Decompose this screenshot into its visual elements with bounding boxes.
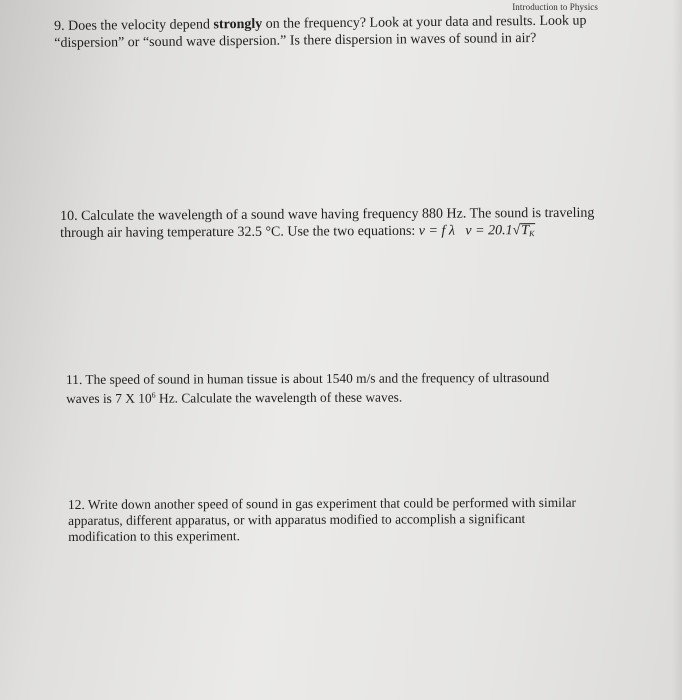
question-9-emphasis: strongly [213, 16, 263, 33]
square-root [513, 222, 536, 241]
question-10-text-a: Calculate the wavelength of a sound wave having frequency 880 Hz. The sound is traveling [81, 205, 595, 224]
question-10-line-1 [60, 205, 620, 225]
question-11 [66, 370, 606, 407]
question-10 [60, 205, 620, 244]
question-11-text-c: Hz. Calculate the wavelength of these waves. [155, 389, 403, 406]
equation-speed [465, 223, 535, 238]
question-9-line-2: “dispersion” or “sound wave dispersion.” Is there dispersion in waves of sound in air? [54, 30, 537, 51]
question-11-number: 11. [66, 371, 83, 387]
question-12-text-a: Write down another speed of sound in gas experiment that could be performed with similar [87, 494, 577, 512]
sqrt-icon: √ [512, 223, 521, 239]
question-9-text-a: Does the velocity depend [68, 17, 214, 34]
equation-speed-lhs: v = 20.1 [465, 223, 513, 239]
question-12 [68, 495, 608, 545]
page-edge-shadow [672, 0, 682, 700]
radicand-subscript: K [529, 229, 535, 239]
question-10-number: 10. [60, 208, 78, 224]
sqrt-radicand [520, 223, 535, 241]
course-header: Introduction to Physics [512, 2, 598, 12]
question-12-line-1 [68, 495, 608, 513]
question-12-line-2: apparatus, different apparatus, or with apparatus modified to accomplish a significant [68, 511, 526, 528]
question-10-text-b: through air having temperature 32.5 °C. Use the two equations: [60, 223, 419, 241]
question-9 [54, 12, 614, 52]
question-11-line-2 [66, 386, 606, 407]
question-12-line-3: modification to this experiment. [68, 528, 241, 544]
question-11-line-1 [66, 370, 606, 388]
radicand-symbol: T [521, 223, 530, 239]
equation-wave: v = f λ [418, 223, 455, 239]
question-12-number: 12. [68, 496, 85, 512]
question-10-line-2 [60, 222, 620, 244]
question-9-number: 9. [54, 18, 65, 34]
question-11-text-b: waves is 7 X 10 [66, 390, 152, 406]
question-9-text-b: on the frequency? Look at your data and results. Look up [262, 13, 587, 32]
question-11-text-a: The speed of sound in human tissue is about 1540 m/s and the frequency of ultrasound [85, 369, 550, 387]
exponent: 6 [151, 390, 156, 400]
